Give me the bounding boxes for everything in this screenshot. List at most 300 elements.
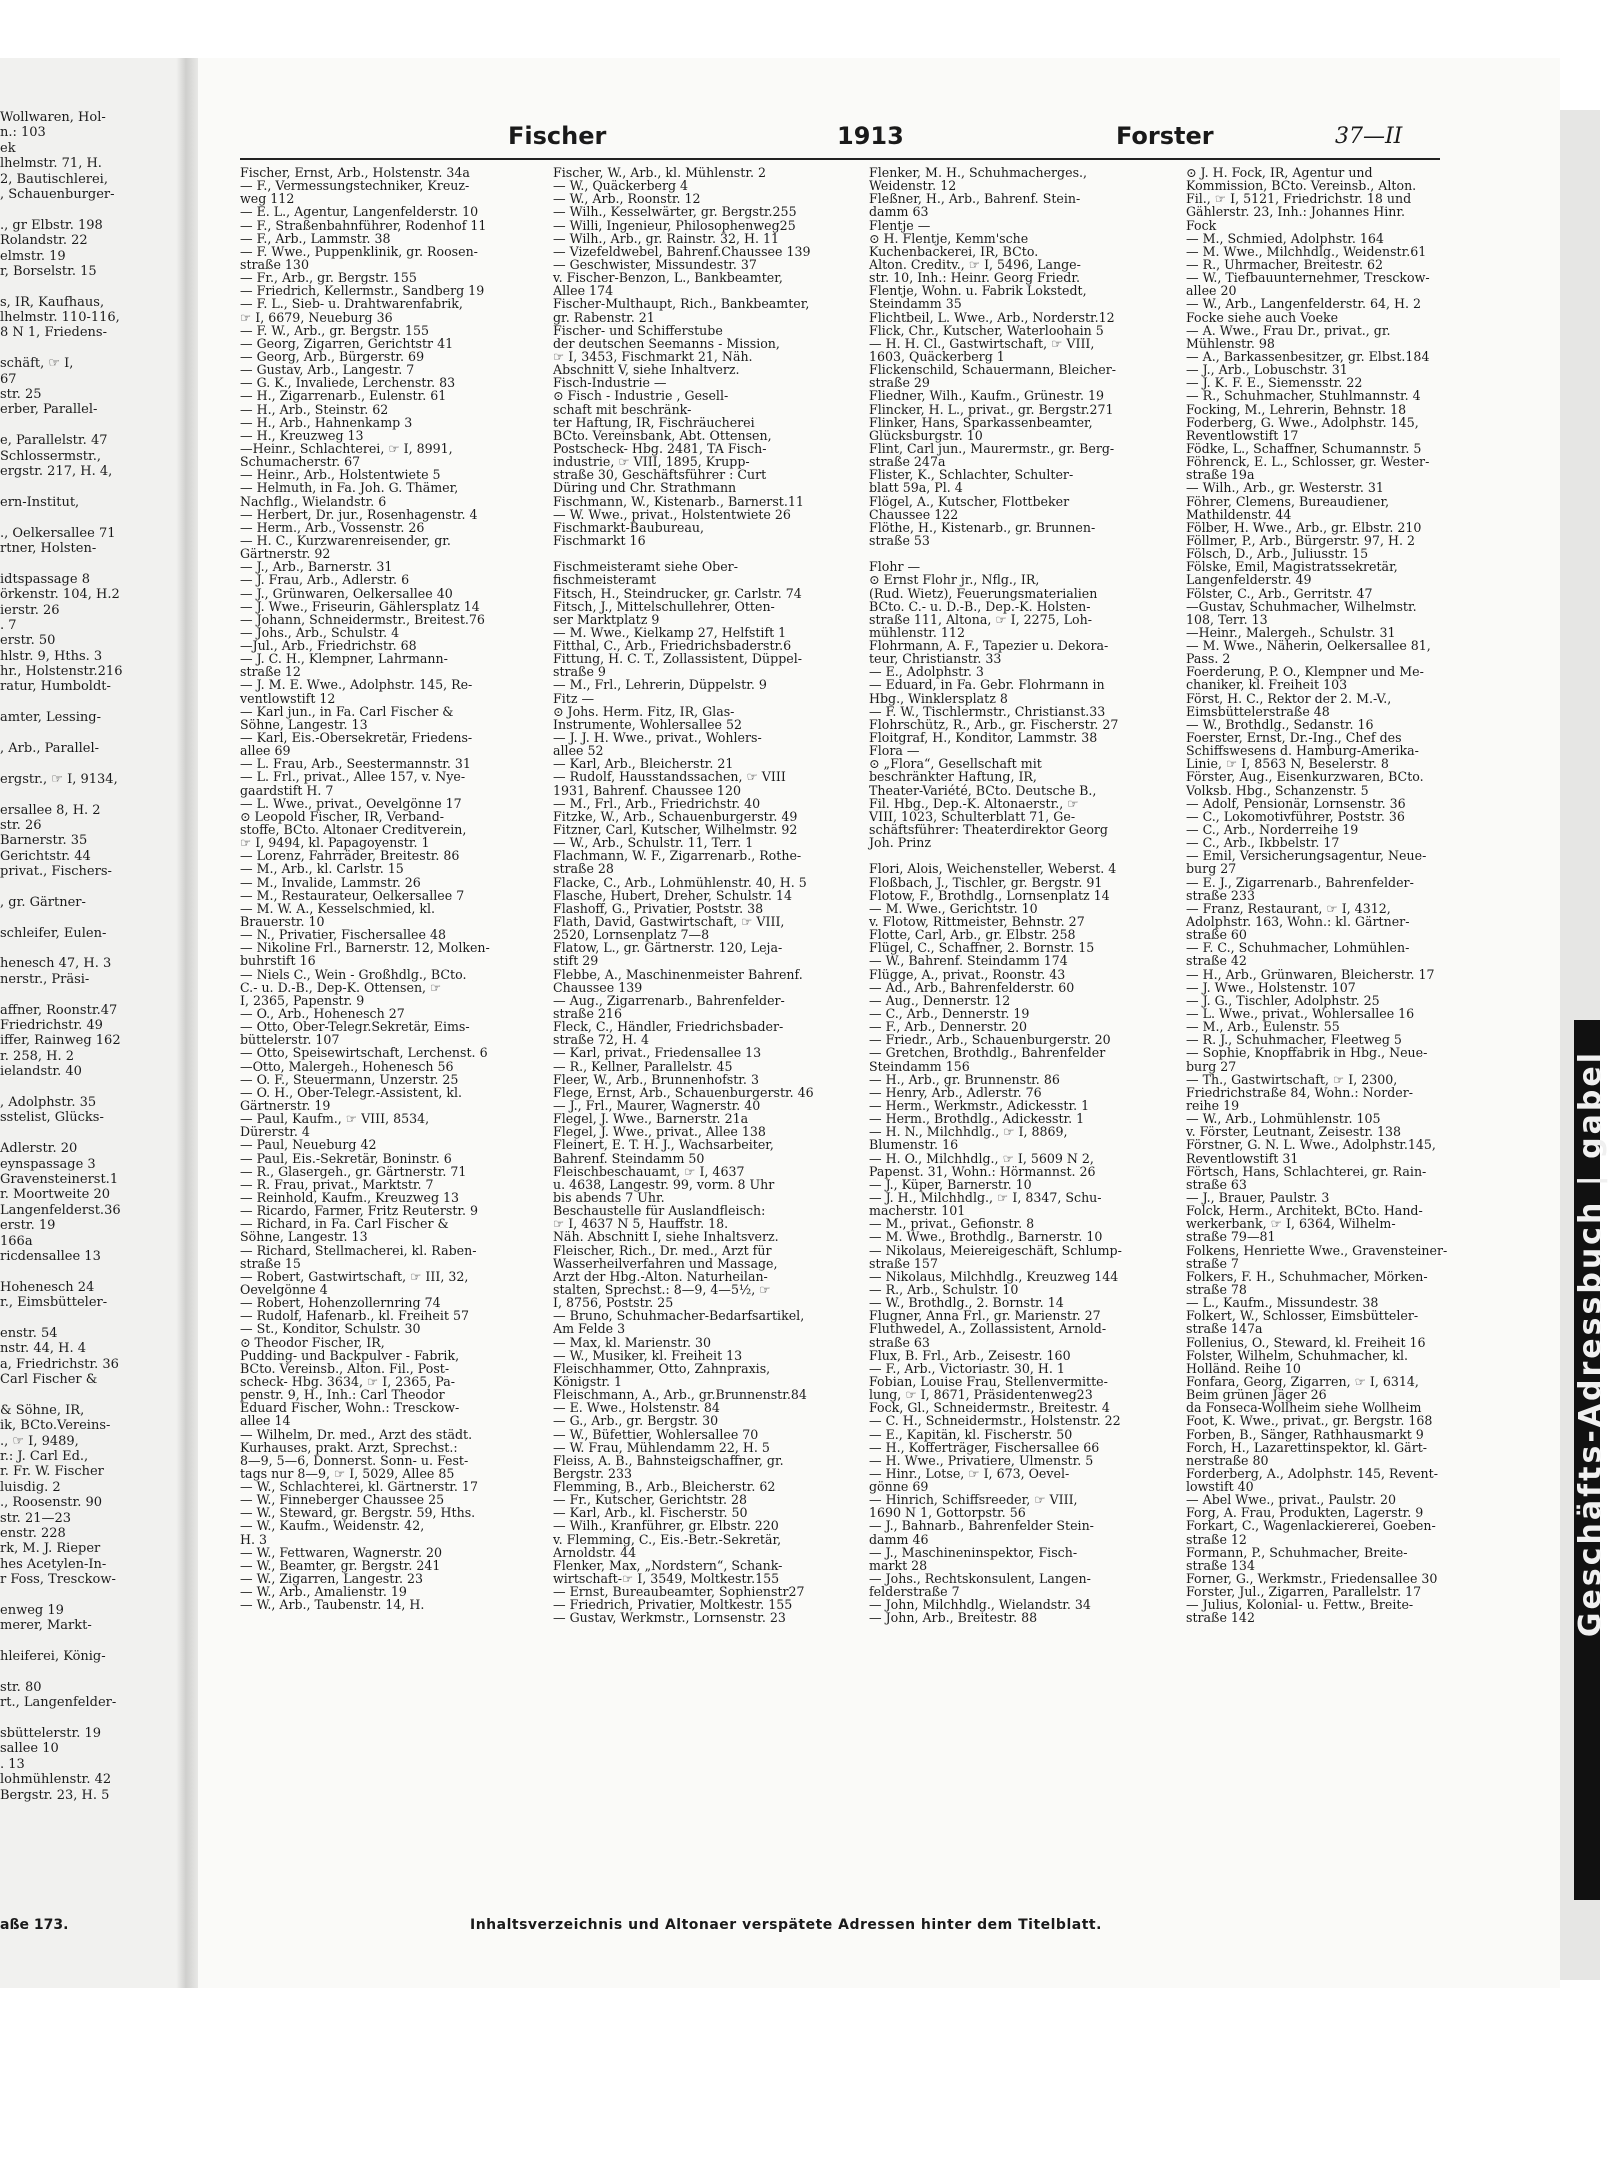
page-footer-note: Inhaltsverzeichnis und Altonaer verspätete Adressen hinter dem Titelblatt. bbox=[470, 1917, 1102, 1933]
directory-entry-line: Fischer-Multhaupt, Rich., Bankbeamter, bbox=[553, 296, 810, 312]
left-page-line: r. Moortweite 20 bbox=[0, 1187, 111, 1203]
directory-entry-line: Flickenschild, Schauermann, Bleicher- bbox=[869, 362, 1117, 378]
directory-entry-line: büttelerstr. 107 bbox=[240, 1032, 340, 1048]
directory-entry-line: Fleck, C., Händler, Friedrichsbader- bbox=[553, 1019, 784, 1035]
directory-entry-line: Blumenstr. 16 bbox=[869, 1137, 959, 1153]
directory-entry-line: — Otto, Speisewirtschaft, Lerchenst. 6 bbox=[240, 1045, 488, 1061]
directory-entry-line: — M. Wwe., Kielkamp 27, Helfstift 1 bbox=[553, 624, 787, 640]
directory-entry-line: markt 28 bbox=[869, 1557, 928, 1573]
directory-entry-line: — Wilh., Kesselwärter, gr. Bergstr.255 bbox=[553, 204, 797, 220]
left-page-line: lohmühlenstr. 42 bbox=[0, 1772, 112, 1788]
left-page-line: r. 258, H. 2 bbox=[0, 1048, 75, 1064]
directory-entry-line: tags nur 8—9, ☞ I, 5029, Allee 85 bbox=[240, 1465, 455, 1481]
left-page-line: s, IR, Kaufhaus, bbox=[0, 294, 105, 310]
directory-entry-line: Fock, Gl., Schneidermstr., Breitestr. 4 bbox=[869, 1400, 1110, 1416]
directory-entry-line: Linie, ☞ I, 8563 N, Beselerstr. 8 bbox=[1186, 756, 1389, 772]
directory-entry-line: — C., Arb., Ikbbelstr. 17 bbox=[1186, 835, 1340, 851]
directory-entry-line: gr. Rabenstr. 21 bbox=[553, 309, 655, 325]
directory-entry-line: Adolphstr. 163, Wohn.: kl. Gärtner- bbox=[1186, 914, 1410, 930]
directory-entry-line: — W. Wwe., privat., Holstentwiete 26 bbox=[553, 506, 791, 522]
left-page-line: 2, Bautischlerei, bbox=[0, 171, 108, 187]
directory-entry-line: Fischer- und Schifferstube bbox=[553, 322, 723, 338]
directory-entry-line: — Paul, Neueburg 42 bbox=[240, 1137, 377, 1153]
directory-entry-line: Beim grünen Jäger 26 bbox=[1186, 1387, 1327, 1403]
directory-entry-line: allee 14 bbox=[240, 1413, 291, 1429]
directory-entry-line: Föhrer, Clemens, Bureaudiener, bbox=[1186, 493, 1390, 509]
directory-entry-line: Gärtnerstr. 92 bbox=[240, 546, 331, 562]
directory-entry-line: — J. M. E. Wwe., Adolphstr. 145, Re- bbox=[240, 677, 473, 693]
directory-entry-line: — M. Wwe., Milchhdlg., Weidenstr.61 bbox=[1186, 243, 1427, 259]
directory-entry-line: — Karl, Eis.-Obersekretär, Friedens- bbox=[240, 730, 473, 746]
directory-entry-line: — Ernst, Bureaubeamter, Sophienstr27 bbox=[553, 1584, 805, 1600]
directory-entry-line: Fonfara, Georg, Zigarren, ☞ I, 6314, bbox=[1186, 1373, 1419, 1389]
directory-entry-line: — L., Kaufm., Missundestr. 38 bbox=[1186, 1295, 1379, 1311]
directory-entry-line: — Reinhold, Kaufm., Kreuzweg 13 bbox=[240, 1189, 460, 1205]
directory-entry-line: Flöthe, H., Kistenarb., gr. Brunnen- bbox=[869, 519, 1096, 535]
directory-entry-line: Hbg., Winklersplatz 8 bbox=[869, 690, 1008, 706]
directory-entry-line: straße 147a bbox=[1186, 1321, 1263, 1337]
left-page-line: örkenstr. 104, H.2 bbox=[0, 587, 120, 603]
directory-entry-line: Arnoldstr. 44 bbox=[553, 1544, 637, 1560]
directory-entry-line: — Ricardo, Farmer, Fritz Reuterstr. 9 bbox=[240, 1203, 479, 1219]
left-page-line bbox=[0, 1634, 176, 1649]
directory-entry-line: ser Marktplatz 9 bbox=[553, 611, 660, 627]
directory-entry-line: — Franz, Restaurant, ☞ I, 4312, bbox=[1186, 900, 1391, 916]
directory-entry-line: — Richard, Stellmacherei, kl. Raben- bbox=[240, 1242, 477, 1258]
directory-entry-line: Flohrmann, A. F., Tapezier u. Dekora- bbox=[869, 638, 1109, 654]
directory-entry-line: Flint, Carl jun., Maurermstr., gr. Berg- bbox=[869, 440, 1115, 456]
directory-entry-line: wirtschaft-☞ I, 3549, Moltkestr.155 bbox=[553, 1571, 780, 1587]
directory-entry-line: Fischmarkt 16 bbox=[553, 532, 646, 548]
directory-entry-line: — H., Kreuzweg 13 bbox=[240, 427, 364, 443]
left-page-line: nerstr., Präsi- bbox=[0, 971, 90, 987]
directory-entry-line: — Aug., Dennerstr. 12 bbox=[869, 992, 1011, 1008]
directory-entry-line: — J. C. H., Klempner, Lahrmann- bbox=[240, 651, 448, 667]
directory-entry-line: — L. Frau, Arb., Seestermannstr. 31 bbox=[240, 756, 471, 772]
directory-entry-line: — Karl, Arb., kl. Fischerstr. 50 bbox=[553, 1505, 748, 1521]
left-page-line: 8 N 1, Friedens- bbox=[0, 325, 107, 341]
directory-entry-line: — J., Maschineninspektor, Fisch- bbox=[869, 1544, 1078, 1560]
directory-entry-line: — Th., Gastwirtschaft, ☞ I, 2300, bbox=[1186, 1071, 1398, 1087]
directory-entry-line: — H. N., Milchhdlg., ☞ I, 8869, bbox=[869, 1124, 1068, 1140]
directory-entry-line: — Henry, Arb., Adlerstr. 76 bbox=[869, 1084, 1042, 1100]
directory-entry-line: mühlenstr. 112 bbox=[869, 624, 965, 640]
directory-entry-line: Königstr. 1 bbox=[553, 1373, 623, 1389]
directory-entry-line: Foot, K. Wwe., privat., gr. Bergstr. 168 bbox=[1186, 1413, 1433, 1429]
directory-entry-line: — J. H., Milchhdlg., ☞ I, 8347, Schu- bbox=[869, 1189, 1102, 1205]
directory-entry-line: — Hinrich, Schiffsreeder, ☞ VIII, bbox=[869, 1492, 1078, 1508]
left-page-line: luisdig. 2 bbox=[0, 1479, 61, 1495]
directory-entry-line: — F. L., Sieb- u. Drahtwarenfabrik, bbox=[240, 296, 463, 312]
directory-entry-line: stoffe, BCto. Altonaer Creditverein, bbox=[240, 822, 467, 838]
directory-entry-line: — Eduard, in Fa. Gebr. Flohrmann in bbox=[869, 677, 1105, 693]
left-page-line bbox=[0, 1310, 176, 1325]
directory-entry-line: Fitsch, J., Mittelschullehrer, Otten- bbox=[553, 598, 775, 614]
left-page-line: erber, Parallel- bbox=[0, 402, 98, 418]
left-page-line: , Arb., Parallel- bbox=[0, 741, 100, 757]
directory-entry-line: Söhne, Langestr. 13 bbox=[240, 716, 368, 732]
directory-entry-line: — H. H. Cl., Gastwirtschaft, ☞ VIII, bbox=[869, 335, 1095, 351]
directory-entry-line: Fischer, W., Arb., kl. Mühlenstr. 2 bbox=[553, 165, 766, 180]
directory-entry-line: lowstift 40 bbox=[1186, 1479, 1254, 1495]
directory-entry-line: Flister, K., Schlachter, Schulter- bbox=[869, 467, 1074, 483]
directory-entry-line: — Rudolf, Hafenarb., kl. Freiheit 57 bbox=[240, 1308, 469, 1324]
left-page-line: ierstr. 26 bbox=[0, 602, 60, 618]
directory-entry-line: — H. Wwe., Privatiere, Ulmenstr. 5 bbox=[869, 1452, 1094, 1468]
directory-entry-line: Forderberg, A., Adolphstr. 145, Revent- bbox=[1186, 1465, 1438, 1481]
directory-entry-line: Fluthwedel, A., Zollassistent, Arnold- bbox=[869, 1321, 1107, 1337]
directory-entry-line: Fischer, Ernst, Arb., Holstenstr. 34a bbox=[240, 165, 470, 180]
left-page-line bbox=[0, 1711, 176, 1726]
directory-entry-line: — W., Büfettier, Wohlersallee 70 bbox=[553, 1426, 759, 1442]
directory-entry-line: Flotow, F., Brothdlg., Lornsenplatz 14 bbox=[869, 887, 1110, 903]
directory-entry-line: — O. H., Ober-Telegr.-Assistent, kl. bbox=[240, 1084, 463, 1100]
directory-entry-line: — F., Straßenbahnführer, Rodenhof 11 bbox=[240, 217, 487, 233]
directory-entry-line: straße 12 bbox=[240, 664, 301, 680]
left-page-line: hes Acetylen-In- bbox=[0, 1556, 107, 1572]
directory-entry-line: Pass. 2 bbox=[1186, 651, 1231, 667]
directory-entry-line: — W., Kaufm., Weidenstr. 42, bbox=[240, 1518, 425, 1534]
left-page-line: ., Roosenstr. 90 bbox=[0, 1495, 103, 1511]
directory-entry-line: Alton. Creditv., ☞ I, 5496, Lange- bbox=[869, 256, 1081, 272]
left-page-line: r., Eimsbütteler- bbox=[0, 1295, 108, 1311]
left-page-line: sallee 10 bbox=[0, 1741, 59, 1757]
directory-entry-line: — W., Schlachterei, kl. Gärtnerstr. 17 bbox=[240, 1479, 478, 1495]
left-page-line: erstr. 50 bbox=[0, 633, 56, 649]
directory-entry-line: — W., Tiefbauunternehmer, Tresckow- bbox=[1186, 270, 1430, 286]
left-page-line bbox=[0, 1588, 176, 1603]
directory-entry-line: gönne 69 bbox=[869, 1479, 929, 1495]
directory-entry-line: — Heinr., Arb., Holstentwiete 5 bbox=[240, 467, 441, 483]
directory-entry-line: Kommission, BCto. Vereinsb., Alton. bbox=[1186, 178, 1417, 194]
directory-entry-line: Flentje, Wohn. u. Fabrik Lokstedt, bbox=[869, 283, 1087, 299]
directory-entry-line: — Herm., Brothdlg., Adickesstr. 1 bbox=[869, 1111, 1085, 1127]
directory-entry-line: Kuchenbackerei, IR, BCto. bbox=[869, 243, 1039, 259]
directory-entry-line: — W., Beamter, gr. Bergstr. 241 bbox=[240, 1557, 441, 1573]
directory-entry-line: straße 79—81 bbox=[1186, 1229, 1276, 1245]
directory-entry-line: Volksb. Hbg., Schanzenstr. 5 bbox=[1186, 782, 1369, 798]
left-page-line bbox=[0, 987, 176, 1002]
directory-entry-line: v. Fischer-Benzon, L., Bankbeamter, bbox=[553, 270, 783, 286]
directory-entry-line: Fleischbeschauamt, ☞ I, 4637 bbox=[553, 1163, 745, 1179]
directory-entry-line: v. Flotow, Rittmeister, Behnstr. 27 bbox=[869, 914, 1085, 930]
left-page-line: Friedrichstr. 49 bbox=[0, 1018, 103, 1034]
directory-entry-line: Beschaustelle für Auslandfleisch: bbox=[553, 1203, 766, 1219]
directory-entry-line: Fitzke, W., Arb., Schauenburgerstr. 49 bbox=[553, 808, 798, 824]
left-page-line: r Foss, Tresckow- bbox=[0, 1572, 116, 1588]
directory-entry-line: Schiffswesens d. Hamburg-Amerika- bbox=[1186, 743, 1419, 759]
directory-entry-line: — Johs., Rechtskonsulent, Langen- bbox=[869, 1571, 1091, 1587]
directory-entry-line: Först, H. C., Rektor der 2. M.-V., bbox=[1186, 690, 1392, 706]
directory-entry-line: — J., Bahnarb., Bahrenfelder Stein- bbox=[869, 1518, 1094, 1534]
left-page-line bbox=[0, 556, 176, 571]
directory-entry-line: Flegel, J. Wwe., privat., Allee 138 bbox=[553, 1124, 766, 1140]
directory-entry-line: Flegel, J. Wwe., Barnerstr. 21a bbox=[553, 1111, 749, 1127]
directory-entry-line: — J., Grünwaren, Oelkersallee 40 bbox=[240, 585, 453, 601]
left-page-line: n.: 103 bbox=[0, 125, 46, 141]
left-page-line: ersallee 8, H. 2 bbox=[0, 802, 101, 818]
left-page-lines bbox=[0, 110, 176, 1803]
directory-entry-line: Fleischmann, A., Arb., gr.Brunnenstr.84 bbox=[553, 1387, 807, 1403]
directory-entry-line: allee 69 bbox=[240, 743, 291, 759]
directory-entry-line: Glücksburgstr. 10 bbox=[869, 427, 983, 443]
directory-entry-line: straße 30, Geschäftsführer : Curt bbox=[553, 467, 767, 483]
directory-entry-line: Fitz — bbox=[553, 690, 595, 706]
left-page-line: , Schauenburger- bbox=[0, 186, 115, 202]
directory-entry-line: Am Felde 3 bbox=[553, 1321, 626, 1337]
directory-entry-line: — J., Brauer, Paulstr. 3 bbox=[1186, 1189, 1330, 1205]
directory-entry-line: Flincker, H. L., privat., gr. Bergstr.271 bbox=[869, 401, 1114, 417]
directory-entry-line: BCto. Vereinsb., Alton. Fil., Post- bbox=[240, 1360, 450, 1376]
directory-entry-line: Fleinert, E. T. H. J., Wachsarbeiter, bbox=[553, 1137, 774, 1153]
directory-entry-line: — C., Arb., Dennerstr. 19 bbox=[869, 1006, 1030, 1021]
directory-entry-line: Flinker, Hans, Sparkassenbeamter, bbox=[869, 414, 1093, 430]
left-page-line: Schlossermstr., bbox=[0, 448, 102, 464]
left-page-line: ergstr., ☞ I, 9134, bbox=[0, 771, 118, 787]
directory-entry-line: — J., Küper, Barnerstr. 10 bbox=[869, 1176, 1032, 1192]
directory-entry-line: penstr. 9, H., Inh.: Carl Theodor bbox=[240, 1387, 445, 1403]
directory-entry-line: straße 12 bbox=[1186, 1531, 1247, 1547]
left-page-line: ern-Institut, bbox=[0, 494, 80, 510]
left-page-line: henesch 47, H. 3 bbox=[0, 956, 112, 972]
directory-entry-line: Gählerstr. 23, Inh.: Johannes Hinr. bbox=[1186, 204, 1405, 220]
directory-entry-line: — Bruno, Schuhmacher-Bedarfsartikel, bbox=[553, 1308, 805, 1324]
directory-entry-line: — Otto, Ober-Telegr.Sekretär, Eims- bbox=[240, 1019, 470, 1035]
directory-entry-line: — J. J. H. Wwe., privat., Wohlers- bbox=[553, 730, 762, 746]
left-page-line bbox=[0, 756, 176, 771]
left-page-line bbox=[0, 1080, 176, 1095]
left-page-line: ik, BCto.Vereins- bbox=[0, 1418, 111, 1434]
directory-entry-line: — J. G., Tischler, Adolphstr. 25 bbox=[1186, 992, 1380, 1008]
directory-entry-line: Fleischer, Rich., Dr. med., Arzt für bbox=[553, 1242, 772, 1258]
book-gutter bbox=[176, 58, 198, 1988]
left-page-line: 166a bbox=[0, 1233, 33, 1249]
directory-entry-line: ⊙ Johs. Herm. Fitz, IR, Glas- bbox=[553, 703, 735, 719]
left-page-line: privat., Fischers- bbox=[0, 864, 112, 880]
directory-entry-line: Mühlenstr. 98 bbox=[1186, 335, 1275, 351]
directory-entry-line: Schumacherstr. 67 bbox=[240, 454, 361, 470]
column-4 bbox=[1186, 166, 1486, 1625]
directory-entry-line: Fleßner, H., Arb., Bahrenf. Stein- bbox=[869, 191, 1081, 207]
directory-entry-line: u. 4638, Langestr. 99, vorm. 8 Uhr bbox=[553, 1176, 775, 1192]
left-page-line: str. 26 bbox=[0, 817, 42, 833]
directory-entry-line: — A. Wwe., Frau Dr., privat., gr. bbox=[1186, 322, 1391, 338]
directory-entry-line: — St., Konditor, Schulstr. 30 bbox=[240, 1321, 421, 1337]
left-page-line: Langenfelderst.36 bbox=[0, 1202, 121, 1218]
directory-entry-line: Flemming, B., Arb., Bleicherstr. 62 bbox=[553, 1479, 776, 1495]
directory-entry-line: — H. O., Milchhdlg., ☞ I, 5609 N 2, bbox=[869, 1150, 1094, 1166]
directory-entry-line: macherstr. 101 bbox=[869, 1203, 966, 1219]
directory-entry-line: gaardstift H. 7 bbox=[240, 782, 334, 798]
left-page-line: lhelmstr. 71, H. bbox=[0, 156, 102, 172]
directory-entry-line: Flögel, A., Kutscher, Flottbeker bbox=[869, 493, 1070, 509]
directory-entry-line: — Emil, Versicherungsagentur, Neue- bbox=[1186, 848, 1427, 864]
directory-entry-line: Fleer, W., Arb., Brunnenhofstr. 3 bbox=[553, 1071, 759, 1087]
left-page-line: sbüttelerstr. 19 bbox=[0, 1726, 102, 1742]
directory-entry-line: — J. K. F. E., Siemensstr. 22 bbox=[1186, 375, 1363, 391]
directory-entry-line: — O., Arb., Hohenesch 27 bbox=[240, 1006, 405, 1021]
directory-entry-line: Flichtbeil, L. Wwe., Arb., Norderstr.12 bbox=[869, 309, 1115, 325]
directory-entry-line: — W., Musiker, kl. Freiheit 13 bbox=[553, 1347, 743, 1363]
directory-entry-line: Fittung, H. C. T., Zollassistent, Düppel- bbox=[553, 651, 802, 667]
directory-entry-line: Flath, David, Gastwirtschaft, ☞ VIII, bbox=[553, 914, 785, 930]
directory-entry-line: Fitthal, C., Arb., Friedrichsbaderstr.6 bbox=[553, 638, 792, 654]
directory-entry-line: Fölsch, D., Arb., Juliusstr. 15 bbox=[1186, 546, 1369, 562]
left-page-line bbox=[0, 941, 176, 956]
directory-entry-line: Flebbe, A., Maschinenmeister Bahrenf. bbox=[553, 966, 803, 982]
directory-entry-line: — F. C., Schuhmacher, Lohmühlen- bbox=[1186, 940, 1410, 956]
directory-entry-line: — M. Wwe., Näherin, Oelkersallee 81, bbox=[1186, 638, 1431, 654]
directory-entry-line: BCto. C.- u. D.-B., Dep.-K. Holsten- bbox=[869, 598, 1091, 614]
directory-entry-line: Flori, Alois, Weichensteller, Weberst. 4 bbox=[869, 861, 1117, 877]
directory-entry-line: Fleischhammer, Otto, Zahnpraxis, bbox=[553, 1360, 771, 1376]
directory-entry-line: — John, Arb., Breitestr. 88 bbox=[869, 1610, 1038, 1626]
directory-entry-line: — F., Arb., Lammstr. 38 bbox=[240, 230, 391, 246]
directory-entry-line: — M., Frl., Lehrerin, Düppelstr. 9 bbox=[553, 677, 767, 693]
directory-entry-line: — E. L., Agentur, Langenfelderstr. 10 bbox=[240, 204, 479, 220]
directory-entry-line: (Rud. Wietz), Feuerungsmaterialien bbox=[869, 585, 1098, 601]
directory-entry-line: straße 247a bbox=[869, 454, 946, 470]
directory-entry-line: chaniker, kl. Freiheit 103 bbox=[1186, 677, 1348, 693]
left-page-line bbox=[0, 1126, 176, 1141]
directory-entry-line: Dürerstr. 4 bbox=[240, 1124, 310, 1140]
header-left-keyword: Fischer bbox=[508, 122, 607, 150]
directory-entry-line: v. Förster, Leutnant, Zeisestr. 138 bbox=[1186, 1124, 1402, 1140]
directory-entry-line: — Wilh., Kranführer, gr. Elbstr. 220 bbox=[553, 1518, 779, 1534]
thumb-index-text: Geschäfts-Adressbuch | gabel bbox=[1573, 1050, 1608, 1638]
directory-entry-line: — W., Brothdlg., 2. Bornstr. 14 bbox=[869, 1295, 1064, 1311]
left-page-line bbox=[0, 726, 176, 741]
left-page-line: ., ☞ I, 9489, bbox=[0, 1433, 79, 1449]
left-page-line bbox=[0, 787, 176, 802]
directory-entry-line: — Abel Wwe., privat., Paulstr. 20 bbox=[1186, 1492, 1396, 1508]
directory-entry-line: burg 27 bbox=[1186, 861, 1237, 877]
directory-entry-line: Flasche, Hubert, Dreher, Schulstr. 14 bbox=[553, 887, 792, 903]
directory-entry-line: ⊙ Theodor Fischer, IR, bbox=[240, 1334, 385, 1350]
directory-entry-line: stift 29 bbox=[553, 953, 599, 969]
directory-entry-line: I, 8756, Poststr. 25 bbox=[553, 1295, 674, 1311]
directory-entry-line: — M. Wwe., Gerichtstr. 10 bbox=[869, 900, 1038, 916]
directory-entry-line: — Georg, Zigarren, Gerichtstr 41 bbox=[240, 335, 454, 351]
left-page-line: ratur, Humboldt- bbox=[0, 679, 111, 695]
directory-entry-line: — W., Zigarren, Langestr. 23 bbox=[240, 1571, 423, 1587]
directory-entry-line: 1690 N 1, Gottorpstr. 56 bbox=[869, 1505, 1026, 1521]
directory-entry-line: — M. Wwe., Brothdlg., Barnerstr. 10 bbox=[869, 1229, 1103, 1245]
left-page-line bbox=[0, 341, 176, 356]
left-page-line: , gr. Gärtner- bbox=[0, 894, 86, 910]
directory-entry-line: — C., Arb., Norderreihe 19 bbox=[1186, 822, 1359, 838]
directory-entry-line: str. 10, Inh.: Heinr. Georg Friedr. bbox=[869, 270, 1080, 286]
directory-entry-line: Folck, Herm., Architekt, BCto. Hand- bbox=[1186, 1203, 1423, 1219]
directory-entry-line: Joh. Prinz bbox=[869, 835, 932, 851]
directory-entry-line: — F. W., Tischlermstr., Christianst.33 bbox=[869, 703, 1106, 719]
directory-entry-line: ⊙ H. Flentje, Kemm'sche bbox=[869, 230, 1029, 246]
left-page-line: lhelmstr. 110-116, bbox=[0, 310, 120, 326]
header-year: 1913 bbox=[837, 122, 904, 150]
directory-entry-line: Fischmann, W., Kistenarb., Barnerst.11 bbox=[553, 493, 804, 509]
directory-entry-line: straße 7 bbox=[1186, 1255, 1239, 1271]
directory-entry-line: schaft mit beschränk- bbox=[553, 401, 692, 417]
directory-entry-line: BCto. Vereinsbank, Abt. Ottensen, bbox=[553, 427, 772, 443]
directory-entry-line: — W., Arb., Taubenstr. 14, H. bbox=[240, 1597, 425, 1613]
directory-entry-line: straße 28 bbox=[553, 861, 614, 877]
directory-entry-line: Eduard Fischer, Wohn.: Tresckow- bbox=[240, 1400, 460, 1416]
directory-entry-line: Förster, Aug., Eisenkurzwaren, BCto. bbox=[1186, 769, 1424, 785]
directory-entry-line: — Karl, Arb., Bleicherstr. 21 bbox=[553, 756, 734, 772]
directory-entry-line: — M. W. A., Kesselschmied, kl. bbox=[240, 900, 436, 916]
directory-entry-line: Födke, L., Schaffner, Schumannstr. 5 bbox=[1186, 440, 1422, 456]
directory-entry-line: Foderberg, G. Wwe., Adolphstr. 145, bbox=[1186, 414, 1419, 430]
directory-entry-line: Theater-Variété, BCto. Deutsche B., bbox=[869, 782, 1097, 798]
left-page-line: enstr. 228 bbox=[0, 1525, 66, 1541]
directory-entry-line: ☞ I, 3453, Fischmarkt 21, Näh. bbox=[553, 348, 753, 364]
left-page-line: merer, Markt- bbox=[0, 1618, 92, 1634]
directory-entry-line: — H., Kofferträger, Fischersallee 66 bbox=[869, 1439, 1100, 1455]
directory-entry-line: damm 46 bbox=[869, 1531, 929, 1547]
directory-entry-line: — Friedr., Arb., Schauenburgerstr. 20 bbox=[869, 1032, 1111, 1048]
directory-entry-line: — Gustav, Arb., Langestr. 7 bbox=[240, 362, 415, 378]
directory-entry-line: — Vizefeldwebel, Bahrenf.Chaussee 139 bbox=[553, 243, 811, 259]
directory-entry-line: ⊙ J. H. Fock, IR, Agentur und bbox=[1186, 165, 1373, 180]
directory-entry-line: burg 27 bbox=[1186, 1058, 1237, 1074]
directory-entry-line: —Gustav, Schuhmacher, Wilhelmstr. bbox=[1186, 598, 1417, 614]
directory-entry-line: straße 9 bbox=[553, 664, 606, 680]
left-page-line: 67 bbox=[0, 371, 17, 387]
directory-entry-line: — W., Brothdlg., Sedanstr. 16 bbox=[1186, 716, 1374, 732]
directory-entry-line: — Herm., Arb., Vossenstr. 26 bbox=[240, 519, 425, 535]
directory-entry-line: Fischmeisteramt siehe Ober- bbox=[553, 559, 738, 575]
directory-entry-line: straße 134 bbox=[1186, 1557, 1255, 1573]
directory-entry-line: — H., Arb., gr. Brunnenstr. 86 bbox=[869, 1071, 1060, 1087]
directory-entry-line: — M., Arb., Eulenstr. 55 bbox=[1186, 1019, 1340, 1035]
directory-entry-line: — Max, kl. Marienstr. 30 bbox=[553, 1334, 711, 1350]
directory-entry-line: allee 52 bbox=[553, 743, 604, 759]
left-page-line bbox=[0, 910, 176, 925]
directory-entry-line: Forben, B., Sänger, Rathhausmarkt 9 bbox=[1186, 1426, 1424, 1442]
directory-entry-line: — W., Arb., Schulstr. 11, Terr. 1 bbox=[553, 835, 754, 851]
left-page-line: & Söhne, IR, bbox=[0, 1402, 85, 1418]
directory-entry-line: Forster, Jul., Zigarren, Parallelstr. 17 bbox=[1186, 1584, 1422, 1600]
directory-entry-line: — Karl, privat., Friedensallee 13 bbox=[553, 1045, 762, 1061]
directory-entry-line: Flenker, M. H., Schuhmacherges., bbox=[869, 165, 1088, 180]
directory-entry-line: — H., Arb., Steinstr. 62 bbox=[240, 401, 389, 417]
left-page-line: Bergstr. 23, H. 5 bbox=[0, 1787, 110, 1803]
directory-entry-line: Flux, B. Frl., Arb., Zeisestr. 160 bbox=[869, 1347, 1071, 1363]
directory-entry-line: ☞ I, 6679, Neueburg 36 bbox=[240, 309, 393, 325]
directory-entry-line: Brauerstr. 10 bbox=[240, 914, 325, 930]
directory-entry-line: — M., privat., Gefionstr. 8 bbox=[869, 1216, 1035, 1232]
directory-entry-line: straße 78 bbox=[1186, 1281, 1247, 1297]
directory-entry-line: — Wilh., Arb., gr. Westerstr. 31 bbox=[1186, 480, 1384, 496]
directory-entry-line: — E., Adolphstr. 3 bbox=[869, 664, 984, 680]
directory-entry-line: — Paul, Eis.-Sekretär, Boninstr. 6 bbox=[240, 1150, 452, 1166]
directory-entry-line: ⊙ Leopold Fischer, IR, Verband- bbox=[240, 808, 445, 824]
directory-entry-line: — John, Milchhdlg., Wielandstr. 34 bbox=[869, 1597, 1091, 1613]
directory-entry-line: Flashoff, G., Privatier, Poststr. 38 bbox=[553, 900, 764, 916]
directory-entry-line: — E. J., Zigarrenarb., Bahrenfelder- bbox=[1186, 874, 1414, 890]
directory-entry-line: — F., Arb., Dennerstr. 20 bbox=[869, 1019, 1028, 1035]
directory-entry-line: — J., Frl., Maurer, Wagnerstr. 40 bbox=[553, 1097, 761, 1113]
directory-entry-line: damm 63 bbox=[869, 204, 929, 220]
directory-entry-line: — W., Fettwaren, Wagnerstr. 20 bbox=[240, 1544, 443, 1560]
directory-entry-line: — H., Zigarrenarb., Eulenstr. 61 bbox=[240, 388, 447, 404]
directory-entry-line: Flügge, A., privat., Roonstr. 43 bbox=[869, 966, 1066, 982]
directory-entry-line: — Fr., Kutscher, Gerichtstr. 28 bbox=[553, 1492, 747, 1508]
left-page-line: affner, Roonstr.47 bbox=[0, 1002, 118, 1018]
directory-entry-line: — W., Finneberger Chaussee 25 bbox=[240, 1492, 445, 1508]
directory-entry-line: Fobian, Louise Frau, Stellenvermitte- bbox=[869, 1373, 1108, 1389]
directory-entry-line: — Nikolaus, Milchhdlg., Kreuzweg 144 bbox=[869, 1268, 1119, 1284]
